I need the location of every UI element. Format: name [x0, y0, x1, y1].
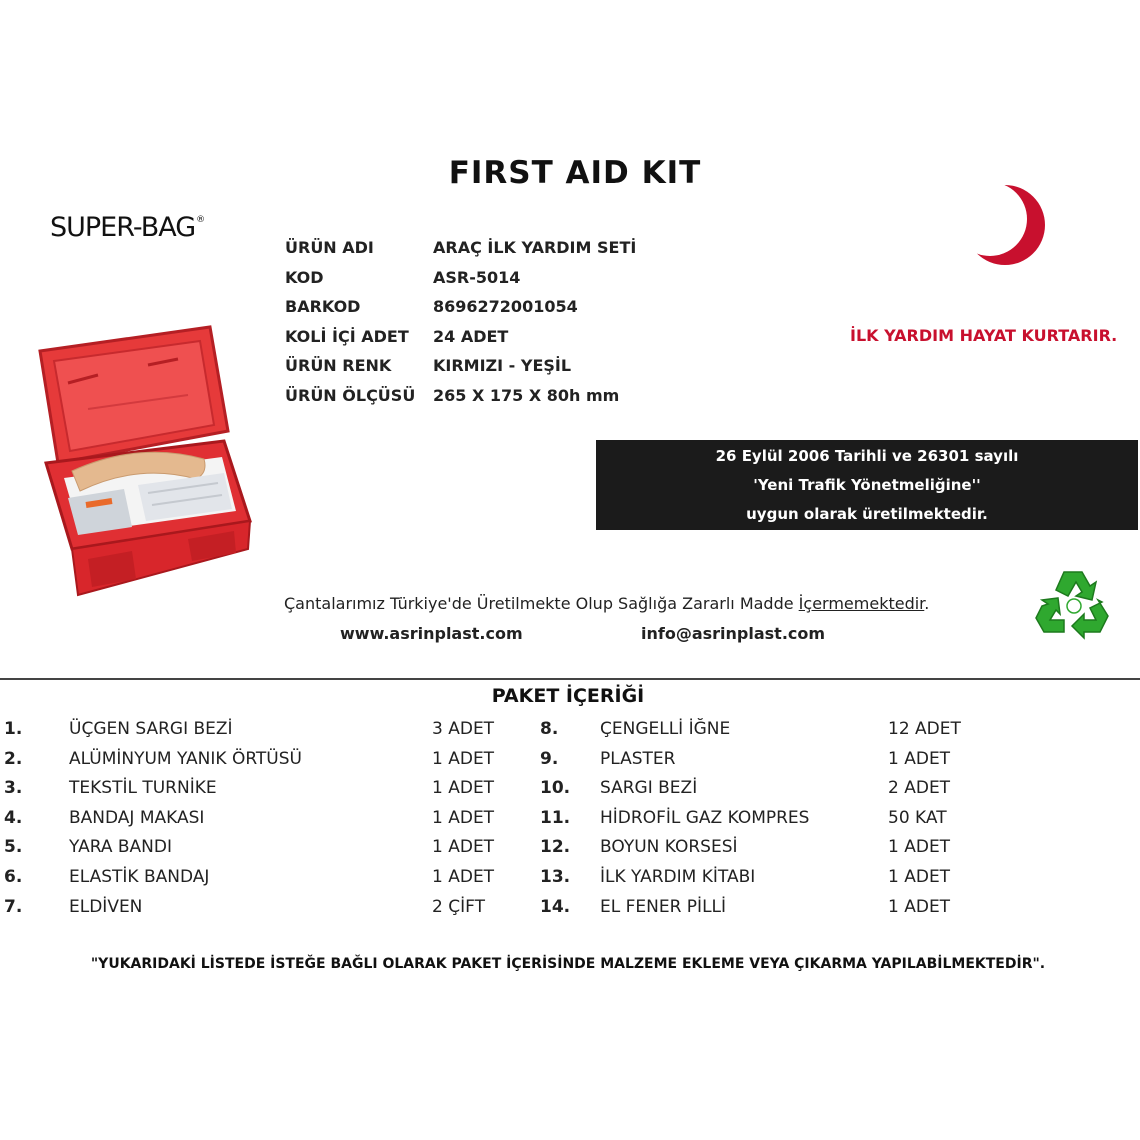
first-aid-kit-box-image [28, 313, 254, 599]
section-divider [0, 678, 1140, 680]
item-qty: 1 ADET [432, 867, 495, 887]
recycle-icon [1034, 566, 1114, 642]
item-qty: 2 ADET [888, 778, 951, 799]
list-item [0, 806, 1140, 830]
red-crescent-icon [960, 183, 1050, 273]
item-qty: 1 ADET [888, 896, 951, 917]
spec-label: ÜRÜN RENK [285, 356, 392, 375]
website-link[interactable]: www.asrinplast.com [340, 624, 523, 643]
item-num: 4. [4, 807, 23, 828]
item-name: ÇENGELLİ İĞNE [600, 719, 731, 739]
brand-name: SUPER-BAG [50, 212, 196, 243]
contents-title: PAKET İÇERİĞİ [491, 685, 645, 707]
item-qty: 1 ADET [888, 867, 951, 887]
item-name: İLK YARDIM KİTABI [600, 867, 756, 887]
item-num: 8. [540, 719, 559, 739]
item-qty: 1 ADET [888, 748, 951, 769]
regulation-notice [596, 440, 1138, 530]
item-name: TEKSTİL TURNİKE [69, 778, 217, 799]
item-num: 2. [4, 748, 23, 769]
registered-mark: ® [196, 215, 205, 225]
item-name: HİDROFİL GAZ KOMPRES [600, 807, 810, 828]
item-qty: 1 ADET [432, 807, 495, 828]
item-num: 5. [4, 837, 23, 858]
item-num: 7. [4, 896, 23, 917]
email-link[interactable]: info@asrinplast.com [641, 624, 826, 643]
notice-line: 'Yeni Trafik Yönetmeliğine'' [753, 476, 981, 494]
statement-end: . [924, 594, 930, 613]
item-name: BANDAJ MAKASI [69, 807, 205, 828]
notice-line: uygun olarak üretilmektedir. [746, 505, 988, 523]
list-item [0, 747, 1140, 771]
item-num: 3. [4, 778, 23, 799]
item-num: 10. [540, 778, 571, 799]
item-qty: 12 ADET [888, 719, 961, 739]
statement-emphasis: İçermemektedir [798, 594, 925, 613]
list-item [0, 717, 1140, 741]
item-name: SARGI BEZİ [600, 778, 698, 799]
spec-label: BARKOD [285, 297, 361, 316]
footnote: "YUKARIDAKİ LİSTEDE İSTEĞE BAĞLI OLARAK PAKET İÇERİSİNDE MALZEME EKLEME VEYA ÇIKARMA YAPILABİLMEKTEDİR". [90, 956, 1046, 972]
item-qty: 2 ÇİFT [432, 896, 485, 917]
item-num: 1. [4, 719, 23, 739]
item-name: ELASTİK BANDAJ [69, 867, 210, 887]
item-name: EL FENER PİLLİ [600, 896, 727, 917]
item-num: 12. [540, 837, 571, 858]
item-qty: 1 ADET [432, 837, 495, 858]
slogan: İLK YARDIM HAYAT KURTARIR. [850, 326, 1118, 345]
item-name: BOYUN KORSESİ [600, 837, 738, 858]
list-item [0, 835, 1140, 859]
item-qty: 1 ADET [432, 748, 495, 769]
item-num: 6. [4, 867, 23, 887]
spec-label: KOD [285, 268, 324, 287]
item-qty: 3 ADET [432, 719, 495, 739]
spec-value: ASR-5014 [433, 268, 521, 287]
item-qty: 50 KAT [888, 807, 947, 828]
notice-line: 26 Eylül 2006 Tarihli ve 26301 sayılı [715, 447, 1019, 465]
spec-label: ÜRÜN ADI [285, 238, 374, 257]
made-in-turkey-statement [284, 594, 929, 613]
brand-logo [50, 212, 204, 243]
item-name: YARA BANDI [69, 837, 172, 858]
item-num: 11. [540, 807, 571, 828]
spec-label: ÜRÜN ÖLÇÜSÜ [285, 386, 416, 405]
spec-value: 8696272001054 [433, 297, 578, 316]
spec-value: KIRMIZI - YEŞİL [433, 356, 572, 375]
item-name: ALÜMİNYUM YANIK ÖRTÜSÜ [69, 748, 302, 769]
item-qty: 1 ADET [888, 837, 951, 858]
spec-value: ARAÇ İLK YARDIM SETİ [433, 238, 637, 257]
spec-label: KOLİ İÇİ ADET [285, 327, 409, 346]
item-name: PLASTER [600, 748, 676, 769]
spec-value: 265 X 175 X 80h mm [433, 386, 620, 405]
item-qty: 1 ADET [432, 778, 495, 799]
spec-value: 24 ADET [433, 327, 509, 346]
page-title: FIRST AID KIT [448, 155, 702, 191]
item-num: 14. [540, 896, 571, 917]
list-item [0, 865, 1140, 889]
list-item [0, 776, 1140, 800]
statement-text: Çantalarımız Türkiye'de Üretilmekte Olup Sağlığa Zararlı Madde [284, 594, 799, 613]
item-num: 9. [540, 748, 559, 769]
list-item [0, 895, 1140, 919]
item-name: ELDİVEN [69, 896, 143, 917]
item-name: ÜÇGEN SARGI BEZİ [69, 719, 233, 739]
item-num: 13. [540, 867, 571, 887]
